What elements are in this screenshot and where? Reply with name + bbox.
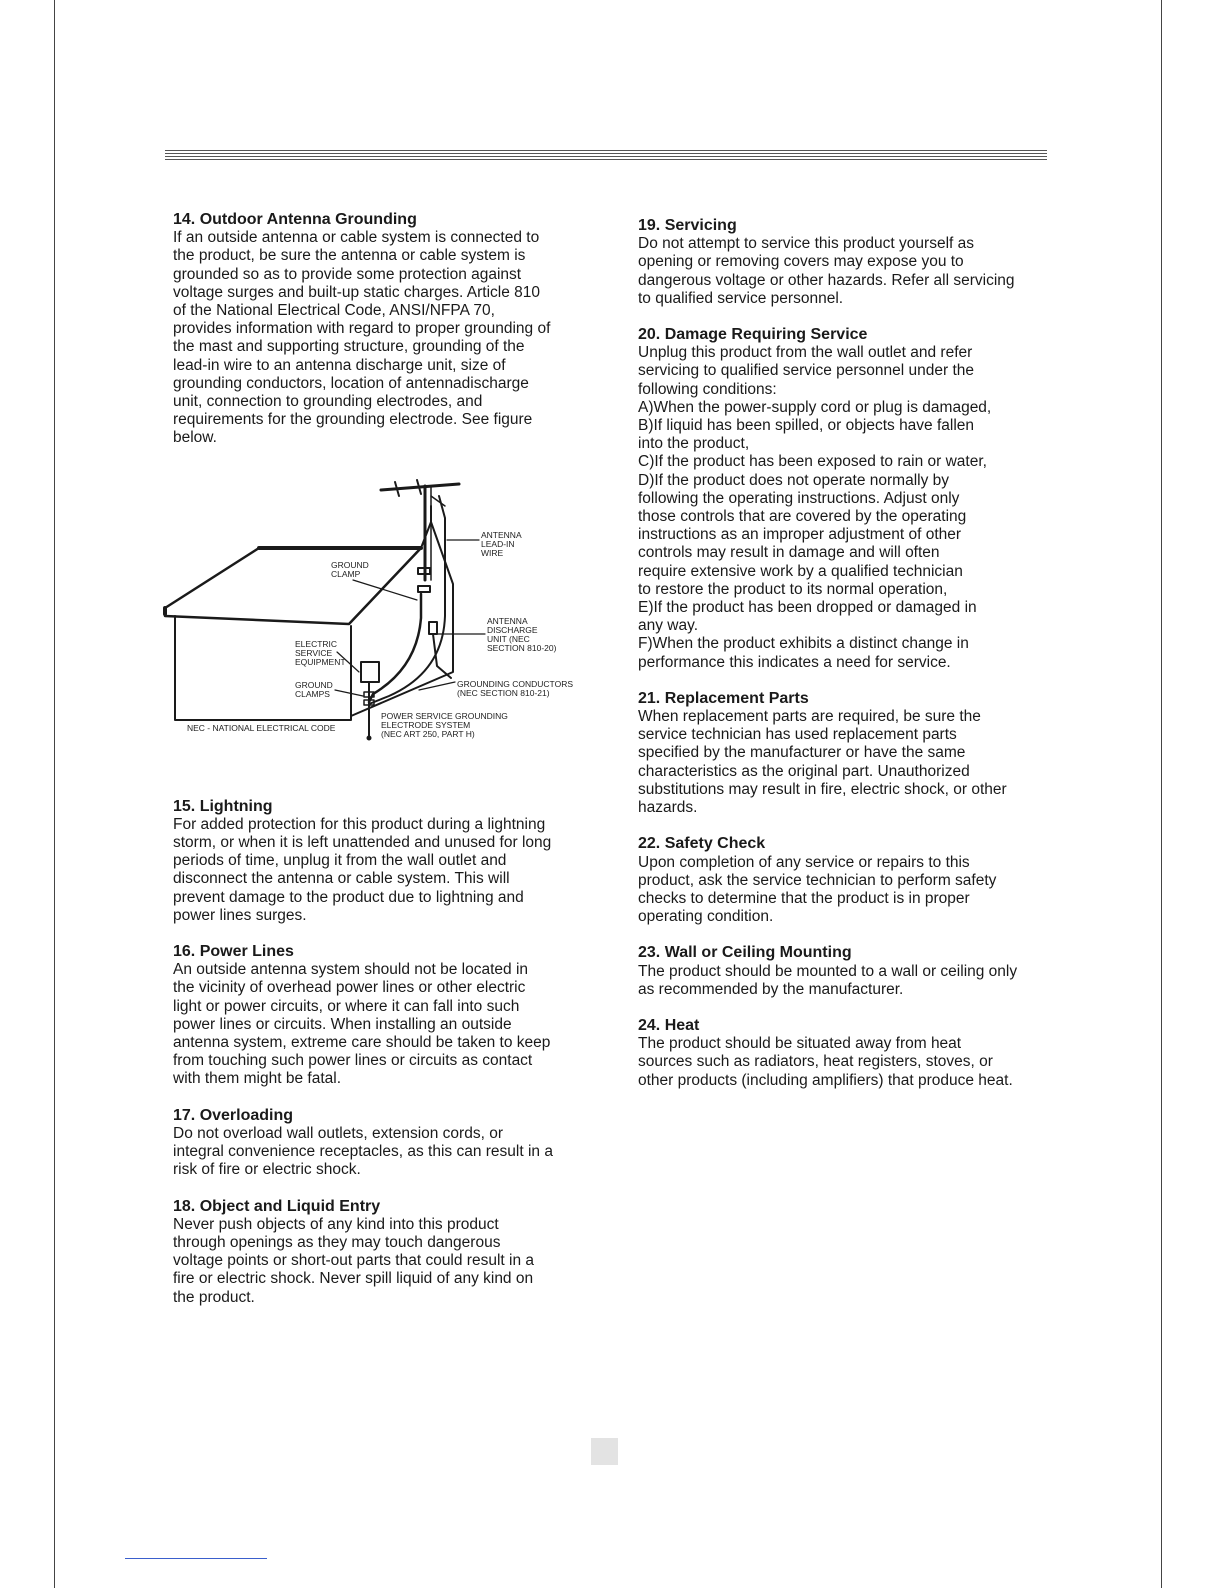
label-ground-clamp: GROUND CLAMP — [331, 559, 369, 579]
section-overloading — [173, 1107, 583, 1180]
label-power-service-grounding: POWER SERVICE GROUNDING ELECTRODE SYSTEM (NEC ART 250, PART H) — [381, 710, 508, 739]
page-number-box — [591, 1438, 618, 1465]
section-replacement-parts — [638, 690, 1048, 817]
section-title: 20. Damage Requiring Service — [638, 326, 868, 344]
footer-link-underline[interactable] — [125, 1558, 267, 1559]
section-body: Do not attempt to service this product yourself as opening or removing covers may expose you to dangerous voltage or other hazards. Refer all servicing to qualified service personnel. — [638, 235, 1015, 307]
section-title: 22. Safety Check — [638, 835, 766, 853]
section-title: 18. Object and Liquid Entry — [173, 1197, 381, 1215]
house-gable — [351, 522, 453, 716]
section-title: 17. Overloading — [173, 1106, 294, 1124]
section-body: The product should be situated away from heat sources such as radiators, heat registers, stoves, or other products (including amplifiers) that produce heat. — [638, 1035, 1013, 1089]
header-rule — [165, 150, 1047, 162]
house-roof — [165, 548, 421, 624]
section-outdoor-antenna-grounding — [173, 211, 583, 448]
section-power-lines — [173, 943, 583, 1089]
section-body: An outside antenna system should not be located in the vicinity of overhead power lines or other electric light or power circuits, or where it can fall into such power lines or circuits. When installing an outside antenna system, extreme care should be taken to keep from touching such power lines or circuits as contact with them might be fatal. — [173, 961, 551, 1088]
section-heat — [638, 1017, 1048, 1090]
discharge-unit — [429, 622, 437, 634]
service-box — [361, 662, 379, 682]
left-column — [173, 211, 583, 1325]
section-body: The product should be mounted to a wall or ceiling only as recommended by the manufacturer. — [638, 962, 1018, 998]
label-antenna-lead-in-wire: ANTENNA LEAD-IN WIRE — [481, 529, 522, 558]
section-safety-check — [638, 835, 1048, 926]
section-body: For added protection for this product during a lightning storm, or when it is left unattended and unused for long periods of time, unplug it from the wall outlet and disconnect the antenna or cable system. This will prevent damage to the product due to lightning and power lines surges. — [173, 815, 552, 924]
section-lightning — [173, 798, 583, 925]
label-grounding-conductors: GROUNDING CONDUCTORS (NEC SECTION 810-21) — [457, 678, 574, 698]
label-antenna-discharge-unit: ANTENNA DISCHARGE UNIT (NEC SECTION 810-20) — [487, 615, 557, 653]
label-nec-note: NEC - NATIONAL ELECTRICAL CODE — [187, 722, 336, 733]
section-body: Never push objects of any kind into this product through openings as they may touch dangerous voltage points or short-out parts that could result in a fire or electric shock. Never spill liquid of any kind on the product. — [173, 1215, 535, 1306]
section-body: When replacement parts are required, be sure the service technician has used replacement parts specified by the manufacturer or have the same characteristics as the original part. Unauthorized substitutions may result in fire, electric shock, or other hazards. — [638, 708, 1007, 817]
section-body: Do not overload wall outlets, extension cords, or integral convenience receptacles, as this can result in a risk of fire or electric shock. — [173, 1124, 553, 1179]
antenna-grounding-diagram — [159, 476, 579, 768]
section-body: Unplug this product from the wall outlet and refer servicing to qualified service personnel under the following conditions: A)When the power-supply cord or plug is damaged, B)If liquid has been spilled, or objects have fallen into the product, C)If the product has been exposed to rain or water, D)If the product does not operate normally by following the operating instructions. Adjust only those controls that are covered by the operating instructions as an improper adjustment of other controls may result in damage and will often require extensive work by a qualified technician to restore the product to its normal operation, E)If the product has been dropped or damaged in any way. F)When the product exhibits a distinct change in performance this indicates a need for service. — [638, 344, 992, 671]
label-ground-clamps: GROUND CLAMPS — [295, 679, 333, 699]
section-body: If an outside antenna or cable system is connected to the product, be sure the antenna or cable system is grounded so as to provide some protection against voltage surges and built-up static charges. Article 810 of the National Electrical Code, ANSI/NFPA 70, provides information with regard to proper grounding of the mast and supporting structure, grounding of the lead-in wire to an antenna discharge unit, size of grounding conductors, location of antennadischarge unit, connection to grounding electrodes, and requirements for the grounding electrode. See figure below. — [173, 229, 551, 447]
label-electric-service-equipment: ELECTRIC SERVICE EQUIPMENT — [295, 638, 346, 667]
section-title: 14. Outdoor Antenna Grounding — [173, 211, 417, 228]
section-body: Upon completion of any service or repairs to this product, ask the service technician to perform safety checks to determine that the product is in proper operating condition. — [638, 853, 997, 926]
section-object-liquid-entry — [173, 1198, 583, 1307]
right-column — [638, 217, 1048, 1108]
section-servicing — [638, 217, 1048, 308]
section-title: 19. Servicing — [638, 217, 737, 234]
section-wall-ceiling-mounting — [638, 944, 1048, 999]
house-wall — [175, 616, 351, 720]
section-damage-requiring-service — [638, 326, 1048, 672]
section-title: 16. Power Lines — [173, 943, 294, 961]
section-title: 24. Heat — [638, 1016, 700, 1034]
section-title: 15. Lightning — [173, 797, 273, 815]
section-title: 21. Replacement Parts — [638, 689, 809, 707]
antenna-grounding-figure — [159, 476, 579, 768]
section-title: 23. Wall or Ceiling Mounting — [638, 944, 852, 962]
